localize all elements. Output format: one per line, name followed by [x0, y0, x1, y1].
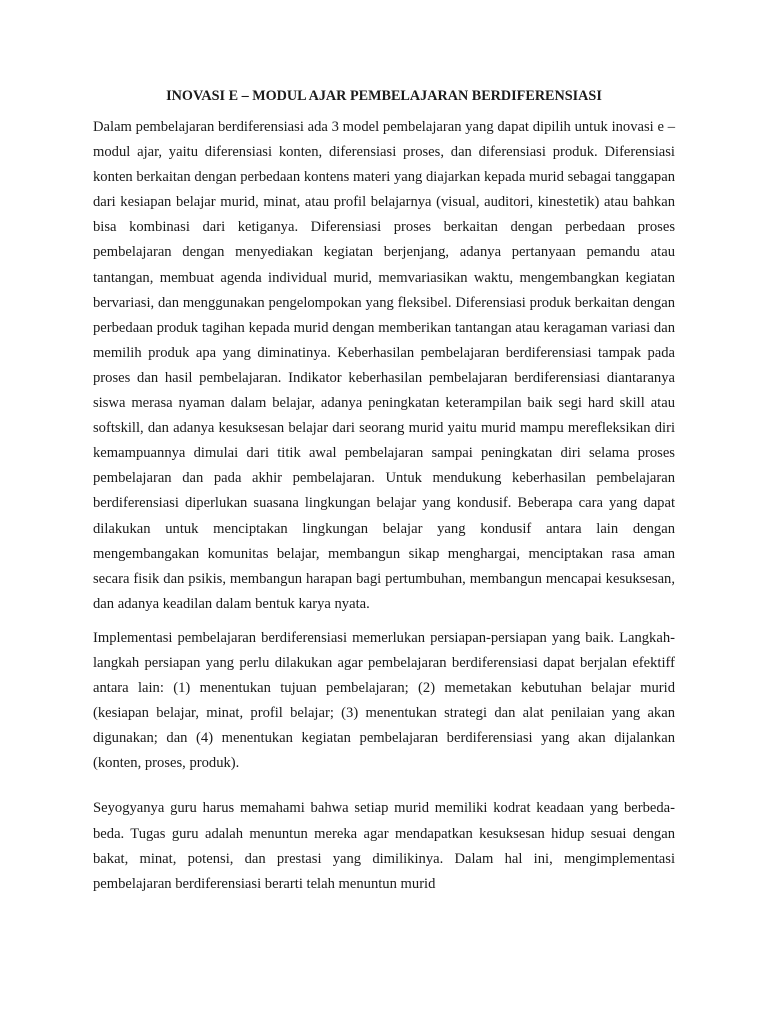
paragraph-2: Implementasi pembelajaran berdiferensiasi memerlukan persiapan-persiapan yang baik. Langkah-langkah persiapan yang perlu dilakukan agar pembelajaran berdiferensiasi dapat berjalan efektiff antara lain: (1) menentukan tujuan pembelajaran; (2) memetakan kebutuhan belajar murid (kesiapan belajar, minat, profil belajar; (3) menentukan strategi dan alat penilaian yang akan digunakan; dan (4) menentukan kegiatan pembelajaran berdiferensiasi yang akan dijalankan (konten, proses, produk). — [93, 629, 675, 772]
paragraph-3: Seyogyanya guru harus memahami bahwa setiap murid memiliki kodrat keadaan yang berbeda-beda. Tugas guru adalah menuntun mereka agar mendapatkan kesuksesan hidup sesuai dengan bakat, minat, potensi, dan prestasi yang dimilikinya. Dalam hal ini, mengimplementasi pembelajaran berdiferensiasi berarti telah menuntun murid — [93, 800, 675, 892]
document-title: INOVASI E – MODUL AJAR PEMBELAJARAN BERDIFERENSIASI — [166, 88, 602, 104]
document-page — [93, 0, 675, 897]
paragraph-1: Dalam pembelajaran berdiferensiasi ada 3 model pembelajaran yang dapat dipilih untuk inovasi e – modul ajar, yaitu diferensiasi konten, diferensiasi proses, dan diferensiasi produk. Diferensiasi konten berkaitan dengan perbedaan kontens materi yang diajarkan kepada murid sebagai tanggapan dari kesiapan belajar murid, minat, atau profil belajarnya (visual, auditori, kinestetik) atau bahkan bisa kombinasi dari ketiganya. Diferensiasi proses berkaitan dengan perbedaan proses pembelajaran dengan menyediakan kegiatan berjenjang, adanya pertanyaan pemandu atau tantangan, membuat agenda individual murid, memvariasikan waktu, mengembangkan kegiatan bervariasi, dan menggunakan pengelompokan yang fleksibel. Diferensiasi produk berkaitan dengan perbedaan produk tagihan kepada murid dengan memberikan tantangan atau keragaman variasi dan memilih produk apa yang diminatinya. Keberhasilan pembelajaran berdiferensiasi tampak pada proses dan hasil pembelajaran. Indikator keberhasilan pembelajaran berdiferensiasi diantaranya siswa merasa nyaman dalam belajar, adanya peningkatan keterampilan baik segi hard skill atau softskill, dan adanya kesuksesan belajar dari seorang murid yaitu murid mampu merefleksikan diri kemampuannya dimulai dari titik awal pembelajaran sampai peningkatan diri selama proses pembelajaran dan pada akhir pembelajaran. Untuk mendukung keberhasilan pembelajaran berdiferensiasi diperlukan suasana lingkungan belajar yang kondusif. Beberapa cara yang dapat dilakukan untuk menciptakan lingkungan belajar yang kondusif antara lain dengan mengembangakan komunitas belajar, membangun sikap menghargai, menciptakan rasa aman secara fisik dan psikis, membangun harapan bagi pertumbuhan, membangun mencapai kesuksesan, dan adanya keadilan dalam bentuk karya nyata. — [93, 119, 675, 612]
